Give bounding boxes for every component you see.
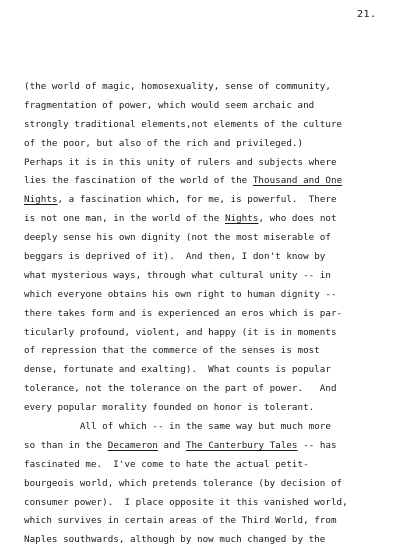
text-line: [24, 342, 394, 361]
text-line: [24, 229, 394, 248]
text-segment: ticularly profound, violent, and happy (it is in moments: [24, 326, 337, 338]
text-line: [24, 154, 394, 173]
text-line: [24, 210, 394, 229]
underlined-title: Decameron: [107, 439, 158, 451]
text-segment: deeply sense his own dignity (not the most miserable of: [24, 232, 331, 244]
text-line: [24, 380, 394, 399]
text-line: [24, 512, 394, 531]
text-line: [24, 475, 394, 494]
text-segment: fascinated me. I've come to hate the actual petit-: [24, 458, 309, 470]
text-segment: , a fascination which, for me, is powerful. There: [57, 194, 337, 206]
text-segment: fragmentation of power, which would seem archaic and: [24, 99, 315, 111]
text-line: [24, 437, 394, 456]
text-line: [24, 418, 394, 437]
text-line: [24, 305, 394, 324]
text-line: [24, 361, 394, 380]
text-line: [24, 324, 394, 343]
page-number: 21.: [357, 9, 377, 20]
text-line: [24, 135, 394, 154]
text-segment: Naples southwards, although by now much changed by the: [24, 534, 326, 546]
text-segment: what mysterious ways, through what cultural unity -- in: [24, 269, 331, 281]
underlined-title: Nights: [224, 213, 259, 225]
text-segment: , who does not: [258, 213, 337, 225]
underlined-title: Thousand and One: [252, 175, 343, 187]
text-line: [24, 97, 394, 116]
text-segment: and: [157, 439, 186, 451]
text-segment: -- has: [297, 439, 337, 451]
text-segment: lies the fascination of the world of the: [24, 175, 253, 187]
text-segment: so than in the: [24, 439, 108, 451]
text-line: [24, 248, 394, 267]
text-segment: is not one man, in the world of the: [24, 213, 225, 225]
body-text: [24, 78, 394, 550]
text-line: [24, 456, 394, 475]
text-segment: All of which -- in the same way but much more: [24, 421, 331, 433]
text-segment: consumer power). I place opposite it this vanished world,: [24, 496, 348, 508]
text-line: [24, 172, 394, 191]
text-segment: tolerance, not the tolerance on the part of power. And: [24, 383, 337, 395]
text-segment: of repression that the commerce of the senses is most: [24, 345, 320, 357]
text-segment: beggars is deprived of it). And then, I don't know by: [24, 251, 326, 263]
text-segment: Perhaps it is in this unity of rulers and subjects where: [24, 156, 337, 168]
text-line: [24, 531, 394, 550]
underlined-title: The Canterbury Tales: [185, 439, 298, 451]
text-segment: of the poor, but also of the rich and privileged.): [24, 137, 304, 149]
text-segment: dense, fortunate and exalting). What counts is popular: [24, 364, 331, 376]
text-segment: which survives in certain areas of the Third World, from: [24, 515, 337, 527]
text-segment: there takes form and is experienced an eros which is par-: [24, 307, 343, 319]
text-line: [24, 286, 394, 305]
text-line: [24, 494, 394, 513]
underlined-title: Nights: [24, 194, 58, 206]
text-segment: strongly traditional elements,not elements of the culture: [24, 118, 343, 130]
text-line: [24, 116, 394, 135]
text-line: [24, 399, 394, 418]
text-line: [24, 191, 394, 210]
text-line: [24, 78, 394, 97]
text-segment: every popular morality founded on honor is tolerant.: [24, 402, 315, 414]
text-segment: (the world of magic, homosexuality, sense of community,: [24, 81, 331, 92]
text-line: [24, 267, 394, 286]
text-segment: which everyone obtains his own right to human dignity --: [24, 288, 337, 300]
text-segment: bourgeois world, which pretends tolerance (by decision of: [24, 477, 343, 489]
